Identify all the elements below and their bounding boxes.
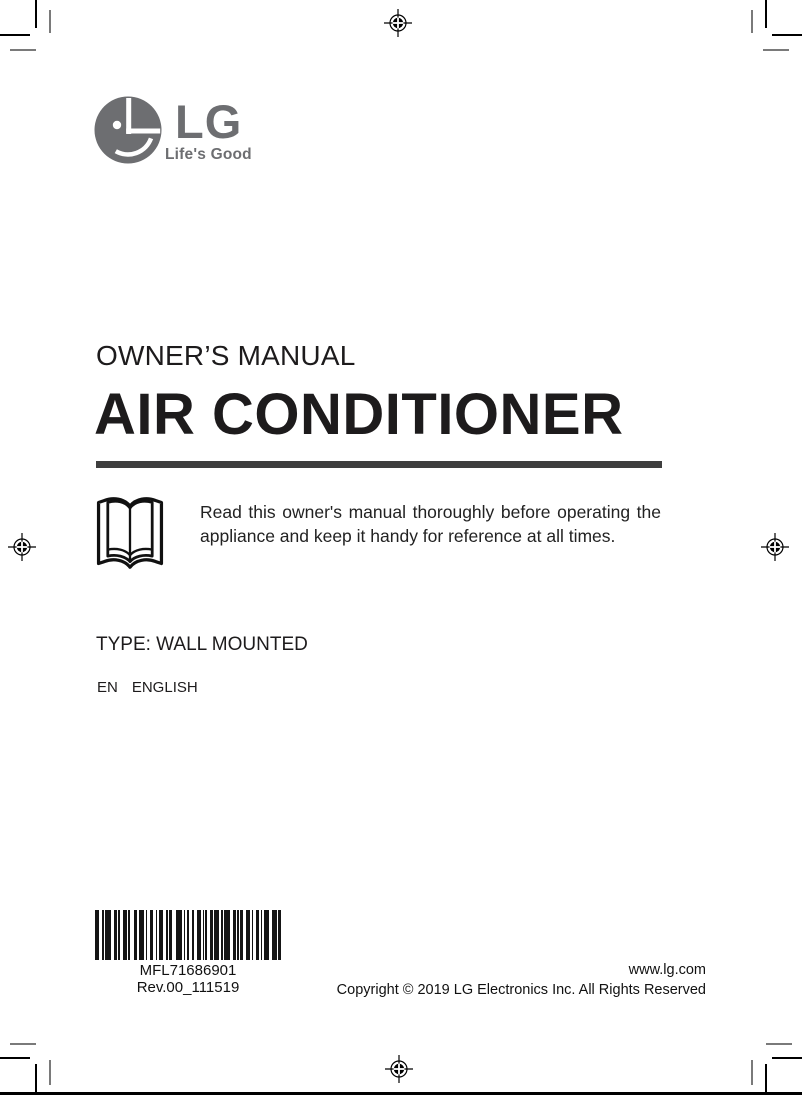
footer-right <box>337 961 706 1000</box>
registration-mark-icon <box>761 533 789 561</box>
manual-subtitle: OWNER’S MANUAL <box>96 340 356 371</box>
copyright-line: Copyright © 2019 LG Electronics Inc. All Rights Reserved <box>336 981 706 998</box>
lg-symbol-icon <box>93 95 163 165</box>
crop-mark <box>49 10 51 33</box>
crop-mark <box>765 0 767 28</box>
registration-mark-icon <box>384 9 412 37</box>
type-label: TYPE: WALL MOUNTED <box>96 634 308 655</box>
crop-mark <box>763 49 789 51</box>
crop-mark <box>35 1064 37 1095</box>
crop-mark <box>772 1057 802 1059</box>
language-name: ENGLISH <box>131 679 198 696</box>
crop-mark <box>772 34 802 36</box>
crop-mark <box>765 1064 767 1095</box>
notice-text <box>200 500 661 548</box>
registration-mark-icon <box>8 533 36 561</box>
title-rule <box>96 461 662 468</box>
crop-mark <box>751 10 753 33</box>
language-line <box>97 679 198 696</box>
notice-line-2: appliance and keep it handy for reference at all times. <box>200 526 616 546</box>
open-book-icon <box>93 492 167 574</box>
crop-mark <box>35 0 37 28</box>
lg-wordmark: LG <box>175 95 243 148</box>
part-number: MFL71686901 <box>139 962 237 979</box>
language-code: EN <box>97 679 118 696</box>
website-url: www.lg.com <box>628 962 706 978</box>
revision: Rev.00_111519 <box>136 978 240 996</box>
crop-mark <box>0 1057 30 1059</box>
crop-mark <box>49 1060 51 1085</box>
crop-mark <box>10 49 36 51</box>
part-number-block <box>95 963 281 996</box>
notice-line-1: Read this owner's manual thoroughly before operating the <box>200 502 661 522</box>
crop-mark <box>10 1043 36 1045</box>
crop-mark <box>766 1043 792 1045</box>
registration-mark-icon <box>385 1055 413 1083</box>
brand-tagline: Life's Good <box>165 146 252 163</box>
crop-mark <box>0 34 30 36</box>
crop-mark <box>751 1060 753 1085</box>
barcode <box>95 910 281 960</box>
page-title: AIR CONDITIONER <box>94 382 624 447</box>
